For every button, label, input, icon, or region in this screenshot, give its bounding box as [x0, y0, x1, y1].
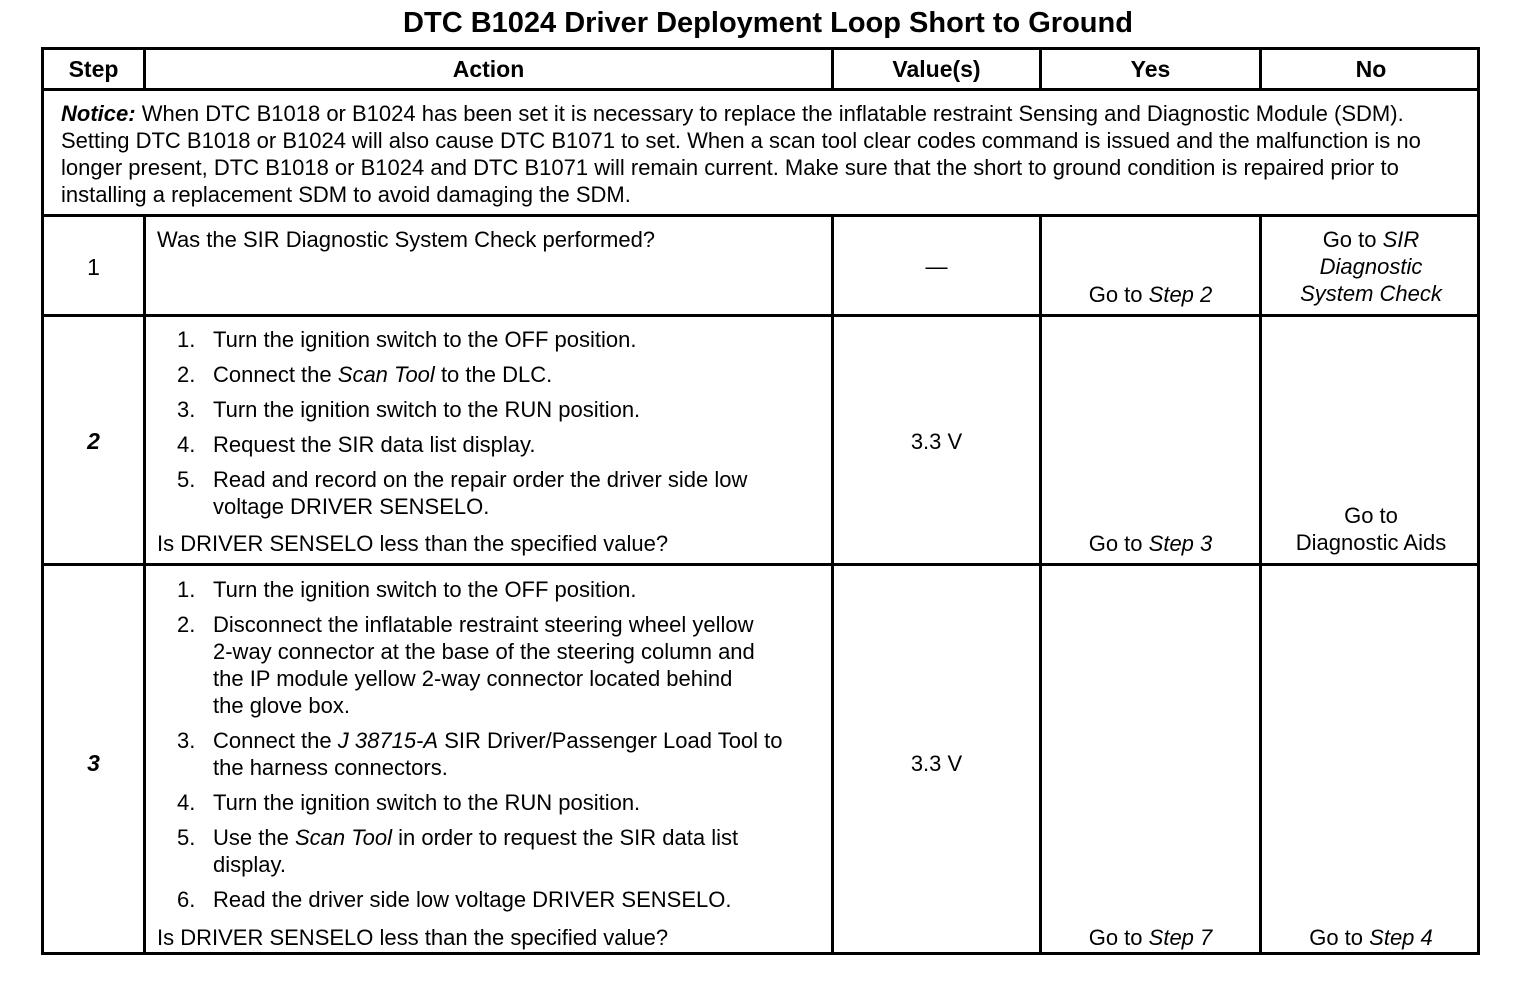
- row1-no-ref-2: Diagnostic: [1319, 254, 1423, 279]
- row1-value: —: [925, 254, 948, 279]
- list-item: 3. Turn the ignition switch to the RUN position.: [177, 397, 641, 422]
- header-yes: Yes: [1130, 56, 1171, 82]
- col-divider: [1039, 214, 1042, 952]
- row3-yes: [1042, 924, 1259, 951]
- row2-action: [157, 326, 827, 528]
- row3-value: 3.3 V: [910, 751, 963, 776]
- notice: [61, 100, 1461, 208]
- row1-yes-prefix: Go to: [1088, 282, 1143, 307]
- row3-step-list: [157, 576, 827, 913]
- list-item: 2. Connect the Scan Tool to the DLC.: [177, 362, 553, 387]
- row3-no: [1262, 924, 1480, 951]
- col-divider: [831, 214, 834, 952]
- row2-step: 2: [87, 428, 100, 454]
- diagnostic-table: [41, 47, 1480, 955]
- header-values: Value(s): [892, 56, 981, 82]
- header-action: Action: [452, 56, 525, 82]
- row1-no-prefix: Go to: [1322, 227, 1377, 252]
- row3-no-ref: Step 4: [1369, 925, 1433, 950]
- list-item: 1. Turn the ignition switch to the OFF position.: [177, 577, 637, 602]
- row2-no-line1: Go to: [1344, 503, 1398, 528]
- notice-divider: [44, 214, 1477, 217]
- row2-divider: [44, 563, 1477, 566]
- list-item: 4. Turn the ignition switch to the RUN position.: [177, 790, 641, 815]
- row3-no-prefix: Go to: [1309, 925, 1364, 950]
- list-item: 2. Disconnect the inflatable restraint steering wheel yellow 2-way connector at the base of the steering column and the IP module yellow 2-way connector located behind the glove box.: [177, 612, 755, 718]
- list-item: 1. Turn the ignition switch to the OFF position.: [177, 327, 637, 352]
- row3-action: [157, 576, 827, 921]
- col-divider: [1259, 214, 1262, 952]
- notice-text: When DTC B1018 or B1024 has been set it is necessary to replace the inflatable restraint Sensing and Diagnostic Module (SDM). Setting DTC B1018 or B1024 will also cause DTC B1071 to set. When a scan tool clear codes command is issued and the malfunction is no longer present, DTC B1018 or B1024 and DTC B1071 will remain current. Make sure that the short to ground condition is repaired prior to installing a replacement SDM to avoid damaging the SDM.: [61, 101, 1421, 207]
- row1-step: 1: [87, 254, 100, 280]
- row2-no-line2: Diagnostic Aids: [1295, 530, 1447, 555]
- row1-divider: [44, 314, 1477, 317]
- row3-yes-prefix: Go to: [1088, 925, 1143, 950]
- row1-no-ref-3: System Check: [1300, 281, 1442, 306]
- header-step: Step: [68, 56, 119, 82]
- col-divider: [143, 214, 146, 952]
- header-divider: [44, 88, 1477, 91]
- list-item: 4. Request the SIR data list display.: [177, 432, 536, 457]
- page-title: DTC B1024 Driver Deployment Loop Short to Ground: [403, 7, 1133, 39]
- row2-question: Is DRIVER SENSELO less than the specified value?: [157, 531, 669, 556]
- row2-yes: [1042, 530, 1259, 557]
- row2-yes-prefix: Go to: [1088, 531, 1143, 556]
- list-item: 3. Connect the J 38715-A SIR Driver/Passenger Load Tool to the harness connectors.: [177, 728, 783, 780]
- header-no: No: [1355, 56, 1387, 82]
- list-item: 6. Read the driver side low voltage DRIVER SENSELO.: [177, 887, 732, 912]
- row2-no: [1262, 502, 1480, 556]
- row2-step-list: [157, 326, 827, 520]
- list-item: 5. Use the Scan Tool in order to request the SIR data list display.: [177, 825, 739, 877]
- list-item: 5. Read and record on the repair order the driver side low voltage DRIVER SENSELO.: [177, 467, 748, 519]
- row3-question: Is DRIVER SENSELO less than the specified value?: [157, 925, 669, 950]
- row3-yes-ref: Step 7: [1148, 925, 1213, 950]
- row3-step: 3: [87, 750, 100, 776]
- row1-question: Was the SIR Diagnostic System Check performed?: [157, 227, 656, 252]
- row1-yes-ref: Step 2: [1148, 282, 1213, 307]
- row2-yes-ref: Step 3: [1148, 531, 1213, 556]
- row1-yes: [1042, 281, 1259, 308]
- row1-no-ref-1: SIR: [1382, 227, 1420, 252]
- row1-no: [1262, 226, 1480, 307]
- notice-label: Notice:: [61, 101, 136, 126]
- row2-value: 3.3 V: [910, 429, 963, 454]
